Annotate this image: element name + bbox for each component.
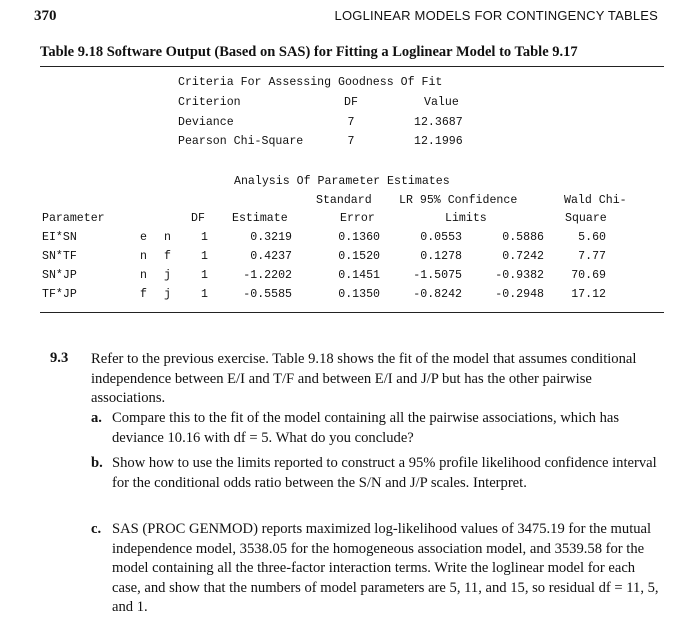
pe-level-2: j: [164, 269, 171, 282]
pe-header-standard: Standard: [316, 194, 372, 207]
pe-title: Analysis Of Parameter Estimates: [234, 175, 450, 188]
table-top-rule: [40, 66, 664, 67]
gof-row-criterion: Pearson Chi-Square: [178, 135, 304, 148]
exercise-body: [91, 350, 659, 615]
pe-df: 1: [201, 250, 208, 263]
pe-header-square: Square: [565, 212, 607, 225]
exercise-item-b: [91, 454, 659, 493]
pe-upper: 0.7242: [502, 250, 544, 263]
pe-upper: 0.5886: [502, 231, 544, 244]
exercise-item-a: [91, 409, 659, 448]
pe-level-1: f: [140, 288, 147, 301]
pe-wald: 17.12: [571, 288, 606, 301]
gof-row-df: 7: [347, 135, 355, 148]
pe-parameter: SN*TF: [42, 250, 77, 263]
exercise-intro: Refer to the previous exercise. Table 9.18 shows the fit of the model that assumes conditional independence between E/I and T/F and between E/I and J/P but has the other pairwise associations.: [91, 351, 637, 406]
item-label: a.: [91, 410, 102, 426]
pe-wald: 7.77: [578, 250, 606, 263]
pe-lower: -1.5075: [413, 269, 462, 282]
pe-upper: -0.2948: [495, 288, 544, 301]
pe-lower: -0.8242: [413, 288, 462, 301]
gof-row-value: 12.1996: [414, 135, 463, 148]
page-number: 370: [34, 8, 57, 24]
item-text: Show how to use the limits reported to construct a 95% profile likelihood confidence interval for the conditional odds ratio between the S/N and J/P scales. Interpret.: [112, 455, 657, 491]
pe-df: 1: [201, 288, 208, 301]
item-label: b.: [91, 455, 103, 471]
pe-error: 0.1520: [338, 250, 380, 263]
pe-error: 0.1350: [338, 288, 380, 301]
gof-header-value: Value: [424, 96, 459, 109]
gof-title: Criteria For Assessing Goodness Of Fit: [178, 76, 443, 89]
pe-parameter: EI*SN: [42, 231, 77, 244]
table-caption: Table 9.18 Software Output (Based on SAS) for Fitting a Loglinear Model to Table 9.17: [40, 44, 578, 60]
pe-header-error: Error: [340, 212, 375, 225]
pe-upper: -0.9382: [495, 269, 544, 282]
pe-estimate: -1.2202: [243, 269, 292, 282]
pe-df: 1: [201, 269, 208, 282]
table-bottom-rule: [40, 312, 664, 313]
gof-row-value: 12.3687: [414, 116, 463, 129]
pe-parameter: SN*JP: [42, 269, 77, 282]
item-label: c.: [91, 521, 102, 537]
gof-row-criterion: Deviance: [178, 116, 234, 129]
exercise-item-c: [91, 520, 659, 618]
pe-estimate: -0.5585: [243, 288, 292, 301]
pe-parameter: TF*JP: [42, 288, 77, 301]
pe-wald: 5.60: [578, 231, 606, 244]
pe-error: 0.1360: [338, 231, 380, 244]
pe-header-df: DF: [191, 212, 205, 225]
pe-wald: 70.69: [571, 269, 606, 282]
pe-level-1: n: [140, 269, 147, 282]
item-text: Compare this to the fit of the model containing all the pairwise associations, which has deviance 10.16 with df = 5. What do you conclude?: [112, 410, 620, 446]
pe-header-wald: Wald Chi-: [564, 194, 627, 207]
pe-df: 1: [201, 231, 208, 244]
gof-header-criterion: Criterion: [178, 96, 241, 109]
pe-lower: 0.1278: [420, 250, 462, 263]
pe-estimate: 0.3219: [250, 231, 292, 244]
pe-level-1: e: [140, 231, 147, 244]
pe-header-limits: Limits: [445, 212, 487, 225]
pe-header-parameter: Parameter: [42, 212, 105, 225]
pe-level-2: j: [164, 288, 171, 301]
gof-header-df: DF: [344, 96, 358, 109]
pe-error: 0.1451: [338, 269, 380, 282]
running-title: LOGLINEAR MODELS FOR CONTINGENCY TABLES: [334, 8, 658, 23]
exercise-number: 9.3: [50, 350, 69, 366]
pe-level-2: f: [164, 250, 171, 263]
item-text: SAS (PROC GENMOD) reports maximized log-likelihood values of 3475.19 for the mutual independence model, 3538.05 for the homogeneous association model, and 3539.58 for the model containing all the three-factor interaction terms. Write the loglinear model for each case, and show that the numbers of model parameters are 5, 11, and 15, so residual df = 11, 5, and 1.: [112, 521, 659, 615]
pe-estimate: 0.4237: [250, 250, 292, 263]
pe-header-ci: LR 95% Confidence: [399, 194, 518, 207]
pe-lower: 0.0553: [420, 231, 462, 244]
pe-level-1: n: [140, 250, 147, 263]
pe-level-2: n: [164, 231, 171, 244]
pe-header-estimate: Estimate: [232, 212, 288, 225]
gof-row-df: 7: [347, 116, 355, 129]
